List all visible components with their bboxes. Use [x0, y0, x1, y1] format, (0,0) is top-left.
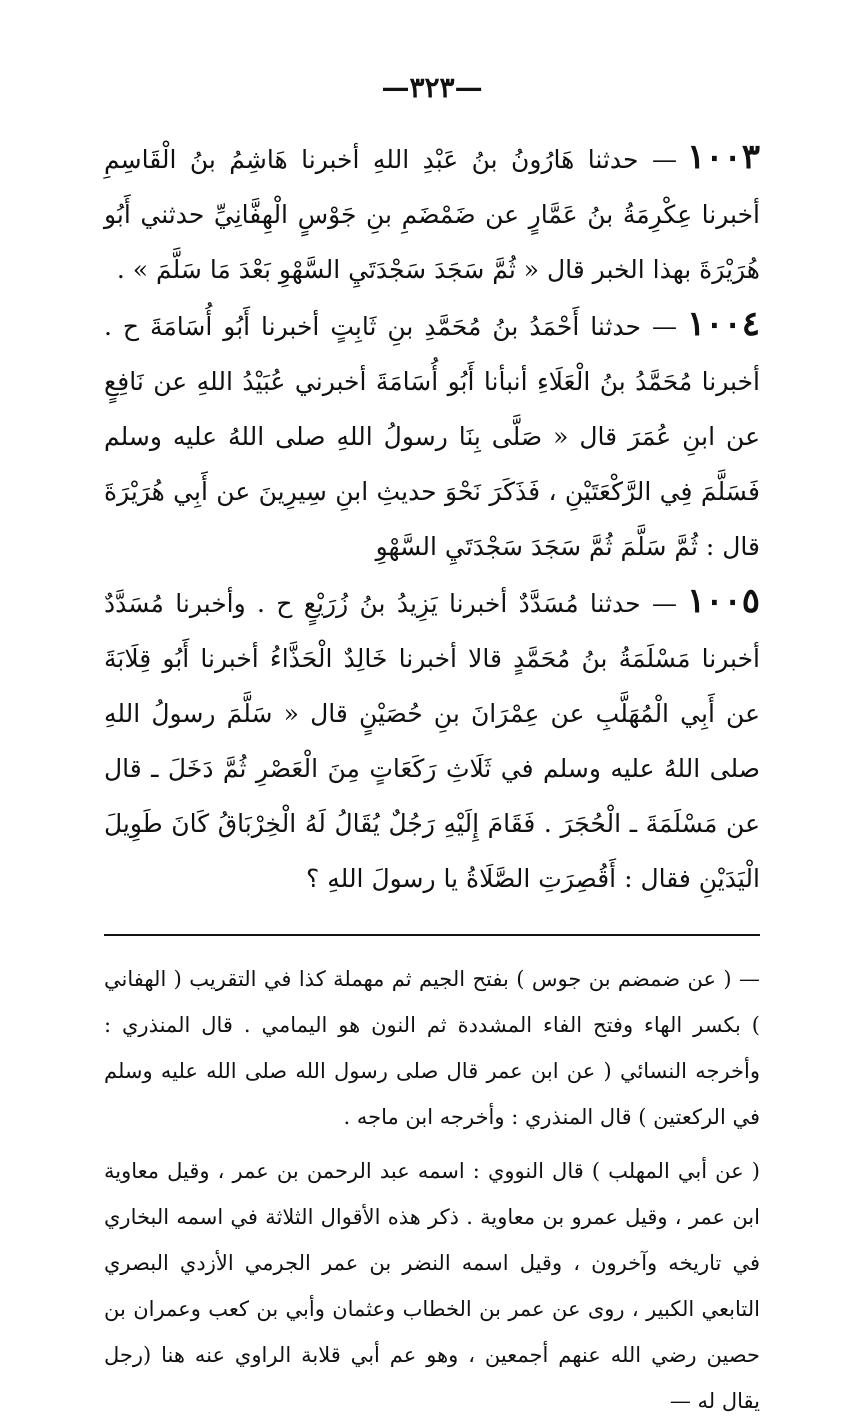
hadith-1005 [104, 574, 760, 906]
hadith-text: — حدثنا مُسَدَّدٌ أخبرنا يَزِيدُ بنُ زُرَيْعٍ ح . وأخبرنا مُسَدَّدٌ أخبرنا مَسْلَمَةُ بنُ مُحَمَّدٍ قالا أخبرنا خَالِدٌ الْحَذَّاءُ أخبرنا أَبُو قِلَابَةَ عن أَبِي الْمُهَلَّبِ عن عِمْرَانَ بنِ حُصَيْنٍ قال « سَلَّمَ رسولُ اللهِ صلى اللهُ عليه وسلم في ثَلَاثِ رَكَعَاتٍ مِنَ الْعَصْرِ ثُمَّ دَخَلَ ـ قال عن مَسْلَمَةَ ـ الْحُجَرَ . فَقَامَ إِلَيْهِ رَجُلٌ يُقَالُ لَهُ الْخِرْبَاقُ كَانَ طَوِيلَ الْيَدَيْنِ فقال : أَقُصِرَتِ الصَّلَاةُ يا رسولَ اللهِ ؟ [104, 589, 760, 893]
footnote-divider [104, 934, 760, 936]
footnote: — ( عن ضمضم بن جوس ) بفتح الجيم ثم مهملة كذا في التقريب ( الهفاني ) بكسر الهاء وفتح الفاء المشددة ثم النون هو اليمامي . قال المنذري : وأخرجه النسائي ( عن ابن عمر قال صلى رسول الله صلى الله عليه وسلم في الركعتين ) قال المنذري : وأخرجه ابن ماجه . [104, 967, 760, 1129]
hadith-number: ١٠٠٣ [686, 137, 760, 177]
hadith-number: ١٠٠٤ [686, 304, 760, 344]
hadith-text: — حدثنا هَارُونُ بنُ عَبْدِ اللهِ أخبرنا هَاشِمُ بنُ الْقَاسِمِ أخبرنا عِكْرِمَةُ بنُ عَمَّارٍ عن ضَمْضَمِ بنِ جَوْسٍ الْهِفَّانِيِّ حدثني أَبُو هُرَيْرَةَ بهذا الخبر قال « ثُمَّ سَجَدَ سَجْدَتَيِ السَّهْوِ بَعْدَ مَا سَلَّمَ » . [104, 145, 760, 284]
page-number: —٣٢٣— [381, 71, 483, 104]
main-text [104, 130, 760, 906]
hadith-1003 [104, 130, 760, 297]
hadith-text: — حدثنا أَحْمَدُ بنُ مُحَمَّدِ بنِ ثَابِتٍ أخبرنا أَبُو أُسَامَةَ ح . أخبرنا مُحَمَّدُ بنُ الْعَلَاءِ أنبأنا أَبُو أُسَامَةَ أخبرني عُبَيْدُ اللهِ عن نَافِعٍ عن ابنِ عُمَرَ قال « صَلَّى بِنَا رسولُ اللهِ صلى اللهُ عليه وسلم فَسَلَّمَ فِي الرَّكْعَتَيْنِ ، فَذَكَرَ نَحْوَ حديثِ ابنِ سِيرِينَ عن أَبِي هُرَيْرَةَ قال : ثُمَّ سَلَّمَ ثُمَّ سَجَدَ سَجْدَتَيِ السَّهْوِ [104, 312, 760, 561]
hadith-1004 [104, 297, 760, 574]
hadith-number: ١٠٠٥ [686, 581, 760, 621]
footnotes [104, 956, 760, 1424]
footnote: ( عن أبي المهلب ) قال النووي : اسمه عبد الرحمن بن عمر ، وقيل معاوية ابن عمر ، وقيل عمرو بن معاوية . ذكر هذه الأقوال الثلاثة في اسمه البخاري في تاريخه وآخرون ، وقيل اسمه النضر بن عمر الجرمي الأزدي البصري التابعي الكبير ، روى عن عمر بن الخطاب وعثمان وأبي بن كعب وعمران بن حصين رضي الله عنهم أجمعين ، وهو عم أبي قلابة الراوي عنه هنا (رجل يقال له — [104, 1159, 760, 1413]
